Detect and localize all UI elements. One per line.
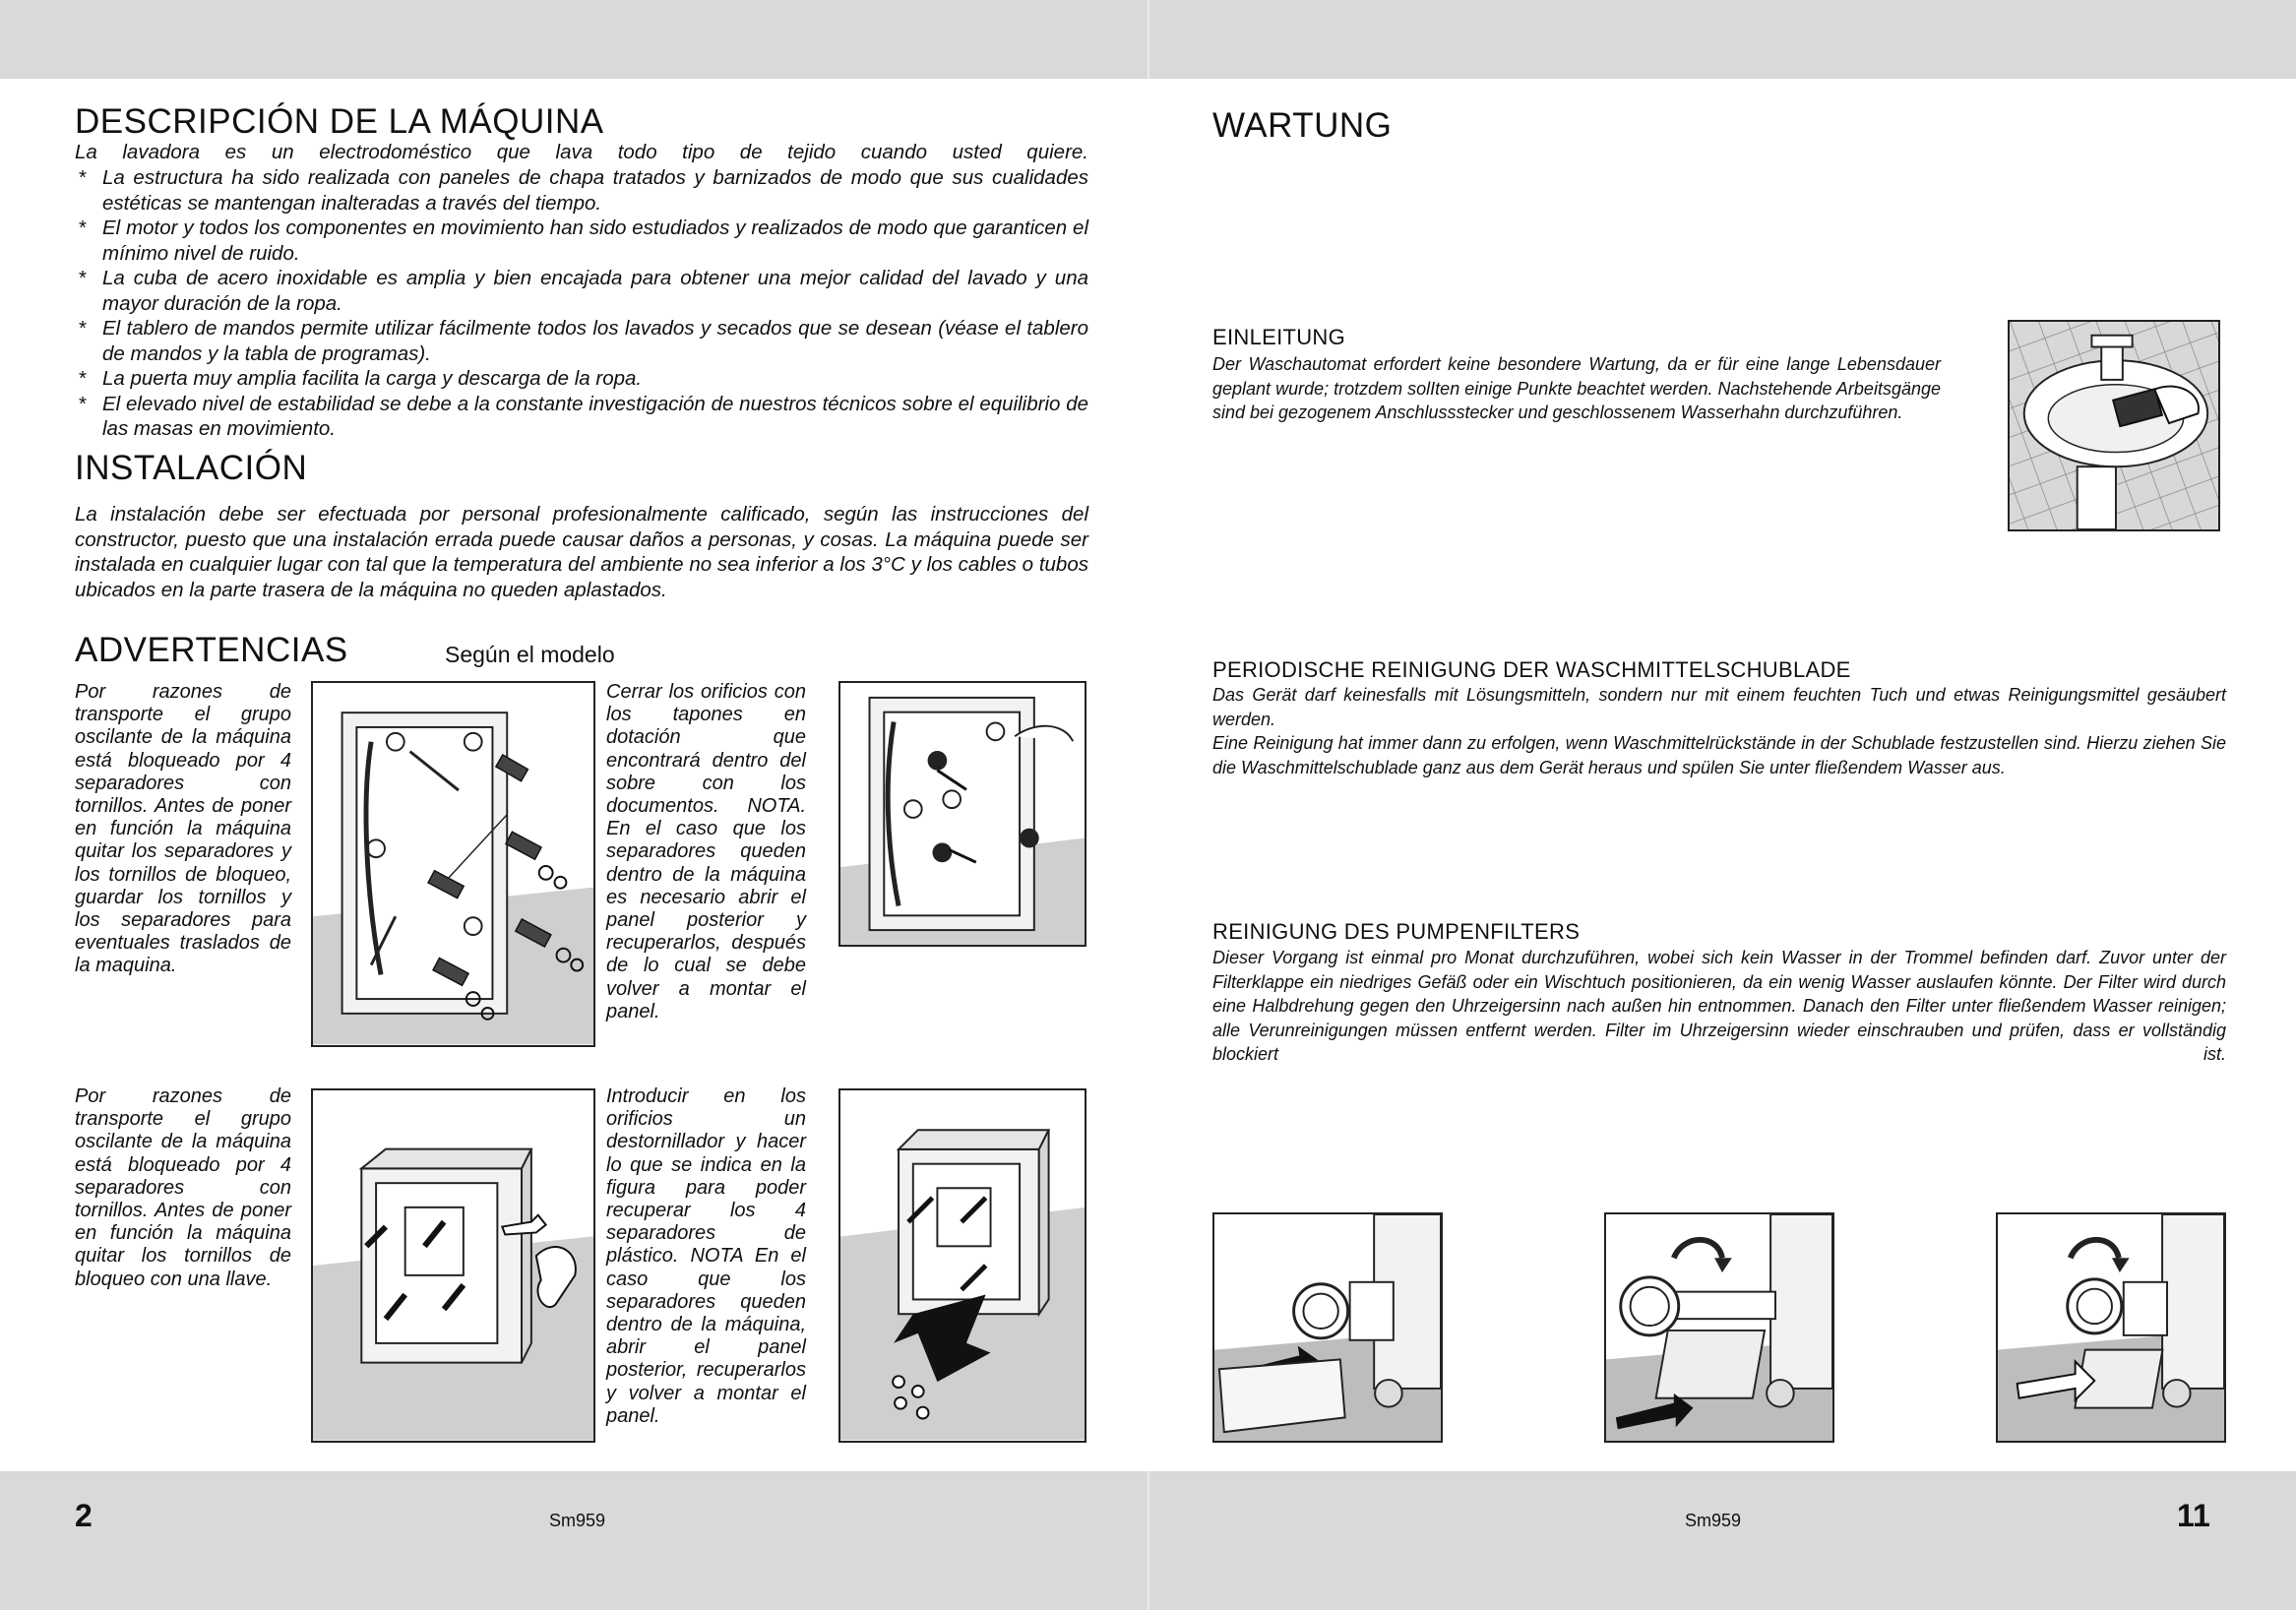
model-code-right: Sm959 bbox=[1685, 1511, 1742, 1530]
figure-close-holes-drawing bbox=[840, 683, 1085, 945]
figure-washing-drawer-drawing bbox=[2010, 322, 2218, 529]
figure-remove-screws-wrench bbox=[311, 1088, 595, 1443]
figure-filter-step-3 bbox=[1996, 1212, 2226, 1443]
einleitung-title: EINLEITUNG bbox=[1212, 325, 1346, 349]
figure-filter-step-2-drawing bbox=[1606, 1214, 1832, 1441]
figure-remove-spacers-drawing bbox=[313, 683, 593, 1045]
figure-filter-step-1-drawing bbox=[1214, 1214, 1441, 1441]
descripcion-item: * El elevado nivel de estabilidad se debe a la constante investigación de nuestros técnicos sobre el equilibrio de las masas en movimiento. bbox=[75, 392, 1088, 442]
figure-washing-drawer bbox=[2008, 320, 2220, 531]
advertencia-text-3: Por razones de transporte el grupo oscilante de la máquina está bloqueado por 4 separadores con tornillos. Antes de poner en función la máquina quitar los tornillos de bloqueo con una llave. bbox=[75, 1085, 291, 1290]
figure-recover-separators-drawing bbox=[840, 1090, 1085, 1441]
descripcion-list bbox=[75, 165, 1088, 442]
descripcion-item: * La cuba de acero inoxidable es amplia y bien encajada para obtener una mejor calidad del lavado y una mayor duración de la ropa. bbox=[75, 266, 1088, 316]
figure-remove-screws-wrench-drawing bbox=[313, 1090, 593, 1441]
model-code-left: Sm959 bbox=[549, 1511, 606, 1530]
descripcion-title: DESCRIPCIÓN DE LA MÁQUINA bbox=[75, 102, 604, 141]
figure-filter-step-3-drawing bbox=[1998, 1214, 2224, 1441]
figure-filter-step-2 bbox=[1604, 1212, 1834, 1443]
advertencia-text-4: Introducir en los orificios un destornillador y hacer lo que se indica en la figura para poder recuperar los 4 separadores de plástico. NOTA En el caso que los separadores queden dentro de la máquina, abrir el panel posterior, recuperarlos y volver a montar el panel. bbox=[606, 1085, 806, 1427]
figure-remove-spacers bbox=[311, 681, 595, 1047]
descripcion-item: * El motor y todos los componentes en movimiento han sido estudiados y realizados de modo que garanticen el mínimo nivel de ruido. bbox=[75, 216, 1088, 266]
page-divider-top bbox=[1148, 0, 1149, 79]
advertencias-title: ADVERTENCIAS bbox=[75, 631, 348, 669]
schublade-text-2: Eine Reinigung hat immer dann zu erfolgen, wenn Waschmittelrückstände in der Schublade festzustellen sind. Hierzu ziehen Sie die Waschmittelschublade ganz aus dem Gerät heraus und spülen Sie unter fließendem Wasser aus. bbox=[1212, 733, 2226, 777]
pumpenfilter-text: Dieser Vorgang ist einmal pro Monat durchzuführen, wobei sich kein Wasser in der Trommel befinden darf. Zuvor unter der Filterklappe ein niedriges Gefäß oder ein Wischtuch positionieren, da ein wenig Wasser auslaufen könnte. Der Filter wird durch eine Halbdrehung gegen den Uhrzeigersinn nach außen hin entnommen. Danach den Filter unter fließendem Wasser reinigen; alle Verunreinigungen müssen entfernt werden. Filter im Uhrzeigersinn wieder einschrauben und prüfen, dass er vollständig blockiert ist. bbox=[1212, 948, 2226, 1064]
page-number-right: 11 bbox=[2177, 1498, 2210, 1533]
descripcion-item: * El tablero de mandos permite utilizar fácilmente todos los lavados y secados que se desean (véase el tablero de mandos y la tabla de programas). bbox=[75, 316, 1088, 366]
descripcion-item: * La puerta muy amplia facilita la carga y descarga de la ropa. bbox=[75, 366, 1088, 392]
instalacion-title: INSTALACIÓN bbox=[75, 449, 308, 487]
figure-close-holes bbox=[838, 681, 1086, 947]
descripcion-item: * La estructura ha sido realizada con paneles de chapa tratados y barnizados de modo que sus cualidades estéticas se mantengan inalteradas a través del tiempo. bbox=[75, 165, 1088, 216]
descripcion-intro: La lavadora es un electrodoméstico que lava todo tipo de tejido cuando usted quiere. bbox=[75, 141, 1088, 163]
einleitung-text: Der Waschautomat erfordert keine besondere Wartung, da er für eine lange Lebensdauer geplant wurde; trotzdem solIten einige Punkte beachtet werden. Nachstehende Arbeitsgänge sind bei gezogenem Anschlussstecker und geschlossenem Wasserhahn durchzuführen. bbox=[1212, 354, 1941, 422]
advertencia-text-1: Por razones de transporte el grupo oscilante de la máquina está bloqueado por 4 separadores con tornillos. Antes de poner en función la máquina quitar los separadores y los tornillos de bloqueo, guardar los tornillos y los separadores para eventuales traslados de la maquina. bbox=[75, 681, 291, 977]
figure-recover-separators bbox=[838, 1088, 1086, 1443]
pumpenfilter-title: REINIGUNG DES PUMPENFILTERS bbox=[1212, 919, 1581, 944]
advertencias-subtitle: Según el modelo bbox=[445, 642, 615, 667]
wartung-title: WARTUNG bbox=[1212, 106, 1393, 145]
advertencia-text-2: Cerrar los orificios con los tapones en dotación que encontrará dentro del sobre con los documentos. NOTA. En el caso que los separadores queden dentro de la máquina es necesario abrir el panel posterior y recuperarlos, después de lo cual se debe volver a montar el panel. bbox=[606, 681, 806, 1022]
instalacion-text: La instalación debe ser efectuada por personal profesionalmente calificado, según las instrucciones del constructor, puesto que una instalación errada puede causar daños a personas, y cosas. La máquina puede ser instalada en cualquier lugar con tal que la temperatura del ambiente no sea inferior a los 3°C y los cables o tubos ubicados en la parte trasera de la máquina no queden aplastados. bbox=[75, 503, 1088, 601]
page-number-left: 2 bbox=[75, 1498, 93, 1533]
schublade-text-1: Das Gerät darf keinesfalls mit Lösungsmitteln, sondern nur mit einem feuchten Tuch und etwas Reinigungsmittel gesäubert werden. bbox=[1212, 685, 2226, 729]
figure-filter-step-1 bbox=[1212, 1212, 1443, 1443]
schublade-title: PERIODISCHE REINIGUNG DER WASCHMITTELSCHUBLADE bbox=[1212, 657, 1851, 682]
page-divider-bottom bbox=[1148, 1471, 1149, 1610]
